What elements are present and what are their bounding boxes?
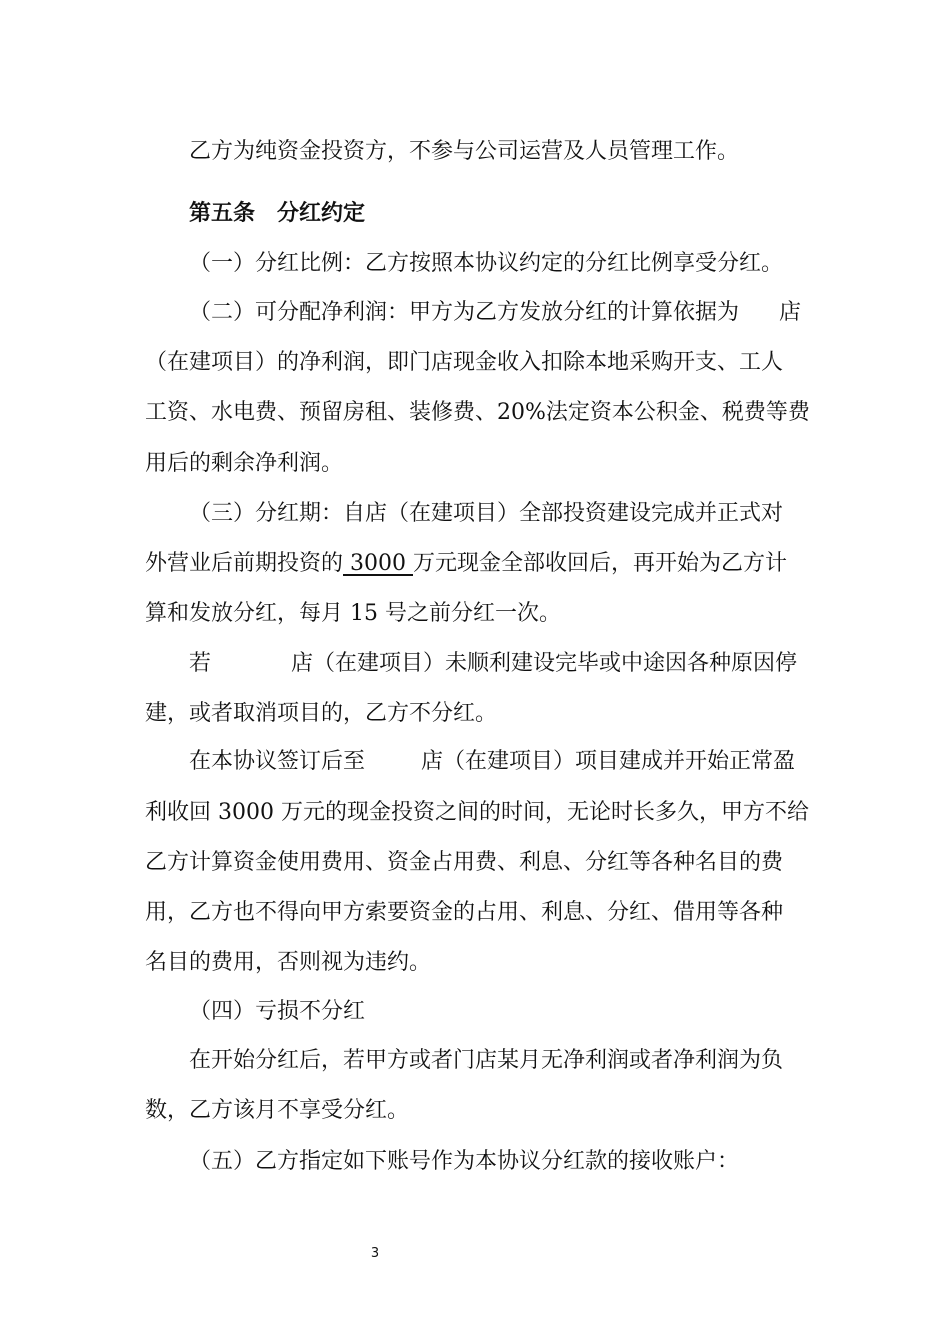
paragraph-loss-heading: （四）亏损不分红 [189,999,366,1024]
paragraph-net-profit-line2: （在建项目）的净利润，即门店现金收入扣除本地采购开支、工人 [145,350,784,375]
no-dividend-text: 店（在建项目）未顺利建设完毕或中途因各种原因停 [291,651,798,676]
paragraph-investor-role: 乙方为纯资金投资方，不参与公司运营及人员管理工作。 [189,139,740,164]
net-profit-text: （二）可分配净利润：甲方为乙方发放分红的计算依据为 [189,300,740,325]
paragraph-no-dividend-line2: 建，或者取消项目的，乙方不分红。 [145,701,498,726]
paragraph-no-fees-line3: 乙方计算资金使用费用、资金占用费、利息、分红等各种名目的费 [145,850,784,875]
store-word: 店 [779,300,802,325]
paragraph-net-profit-line3: 工资、水电费、预留房租、装修费、20%法定资本公积金、税费等费 [145,400,810,425]
if-word: 若 [189,651,212,676]
paragraph-loss-line2: 数，乙方该月不享受分红。 [145,1098,410,1123]
paragraph-dividend-period-line2 [145,549,810,579]
paragraph-no-fees-line4: 用，乙方也不得向甲方索要资金的占用、利息、分红、借用等各种 [145,900,784,925]
paragraph-dividend-ratio: （一）分红比例：乙方按照本协议约定的分红比例享受分红。 [189,251,784,276]
paragraph-net-profit-line1 [189,298,854,328]
paragraph-receiving-account: （五）乙方指定如下账号作为本协议分红款的接收账户： [189,1149,740,1174]
paragraph-no-dividend-line1 [189,649,854,679]
investment-amount-underlined: 3000 [343,551,413,576]
paragraph-dividend-period-line3: 算和发放分红，每月 15 号之前分红一次。 [145,601,561,626]
period-text-b: 万元现金全部收回后，再开始为乙方计 [413,551,788,576]
paragraph-dividend-period-line1: （三）分红期：自店（在建项目）全部投资建设完成并正式对 [189,501,784,526]
paragraph-no-fees-line1 [189,747,854,777]
paragraph-loss-line1: 在开始分红后，若甲方或者门店某月无净利润或者净利润为负 [189,1048,784,1073]
no-fees-text-a: 在本协议签订后至 [189,749,366,774]
paragraph-net-profit-line4: 用后的剩余净利润。 [145,451,344,476]
period-text-a: 外营业后前期投资的 [145,551,344,576]
paragraph-no-fees-line2: 利收回 3000 万元的现金投资之间的时间，无论时长多久，甲方不给 [145,800,809,825]
section-heading-dividend: 第五条 分红约定 [189,200,366,226]
paragraph-no-fees-line5: 名目的费用，否则视为违约。 [145,950,432,975]
no-fees-text-b: 店（在建项目）项目建成并开始正常盈 [421,749,796,774]
page-number: 3 [370,1246,380,1261]
